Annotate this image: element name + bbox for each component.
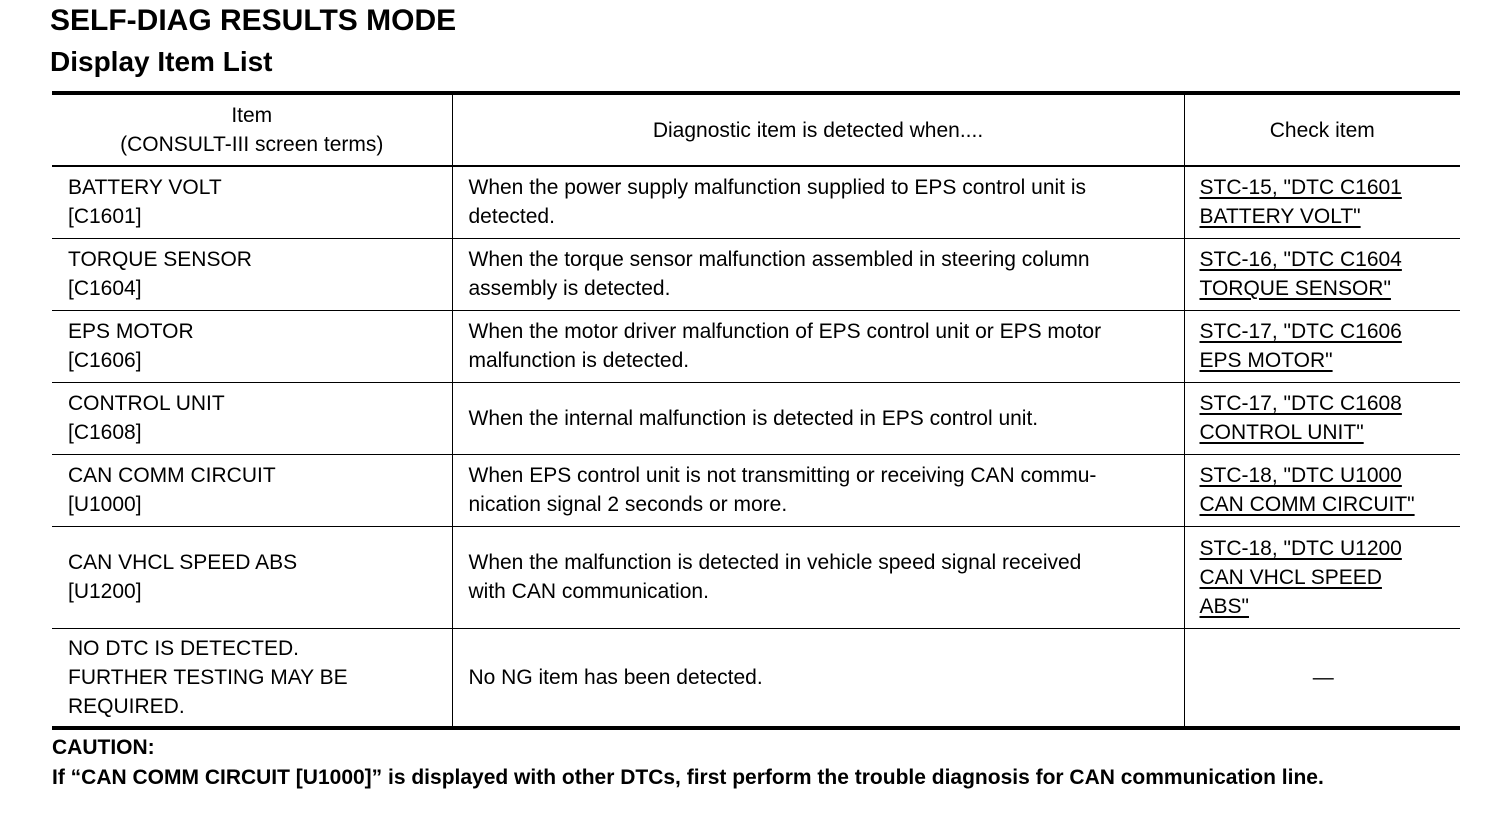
table-row [52,382,1460,454]
check-link-line: ABS" [1199,594,1249,618]
detected-text: When the malfunction is detected in vehicle speed signal received [468,551,1082,574]
detected-text: detected. [468,205,555,229]
detected-text: When the torque sensor malfunction assembled in steering column [468,248,1090,271]
item-header-line2: (CONSULT-III screen terms) [120,133,384,156]
check-link-line: CAN VHCL SPEED [1199,565,1382,589]
item-cell [52,382,452,454]
table-row [52,310,1460,382]
item-cell [52,166,452,238]
item-cell [52,454,452,526]
check-link-line: BATTERY VOLT" [1199,205,1361,229]
item-code: [C1601] [68,205,142,229]
item-name: CAN VHCL SPEED ABS [68,551,298,574]
page-title: SELF-DIAG RESULTS MODE [50,4,457,37]
check-link-line: TORQUE SENSOR" [1199,277,1391,300]
item-code: [U1000] [68,493,142,516]
check-link-line: EPS MOTOR" [1199,349,1333,372]
check-cell-none: — [1184,628,1460,728]
detected-cell [452,310,1184,382]
item-name: NO DTC IS DETECTED. [68,636,300,660]
detected-text: When the power supply malfunction supplied to EPS control unit is [468,176,1087,200]
check-item-link[interactable] [1200,534,1457,621]
item-code: [C1604] [68,277,142,300]
detected-cell [452,238,1184,310]
check-link-line: STC-16, "DTC C1604 [1199,248,1402,271]
item-name: TORQUE SENSOR [68,248,252,271]
display-item-table [52,91,1460,730]
table-row [52,526,1460,628]
item-header-line1: Item [231,104,273,127]
item-name: FURTHER TESTING MAY BE [68,665,348,689]
detected-cell [452,166,1184,238]
check-link-line: STC-17, "DTC C1606 [1199,320,1402,343]
detected-text: When EPS control unit is not transmitting or receiving CAN commu- [468,464,1097,487]
check-item-link[interactable] [1200,389,1457,447]
detected-text: No NG item has been detected. [468,665,763,689]
detected-text: When the internal malfunction is detected in EPS control unit. [468,406,1039,430]
item-code: [U1200] [68,580,142,603]
check-link-line: STC-18, "DTC U1200 [1199,536,1402,560]
item-code: [C1606] [68,349,142,372]
check-link-line: CONTROL UNIT" [1199,421,1364,444]
table-row [52,628,1460,728]
detected-text: When the motor driver malfunction of EPS control unit or EPS motor [468,320,1102,343]
check-cell [1184,166,1460,238]
item-cell [52,526,452,628]
check-cell [1184,238,1460,310]
item-column-header [52,93,452,166]
caution-text: If “CAN COMM CIRCUIT [U1000]” is displayed with other DTCs, first perform the trouble diagnosis for CAN communication line. [52,766,1324,789]
check-link-line: STC-18, "DTC U1000 [1199,464,1402,487]
table-row [52,454,1460,526]
check-item-link[interactable] [1200,173,1457,231]
item-name: REQUIRED. [68,694,185,718]
detected-text: with CAN communication. [468,580,709,603]
item-name: EPS MOTOR [68,320,194,343]
item-cell [52,238,452,310]
table-header-row [52,93,1460,166]
detected-cell [452,454,1184,526]
detected-text: nication signal 2 seconds or more. [468,493,788,516]
item-name: BATTERY VOLT [68,176,222,200]
check-column-header: Check item [1184,93,1460,166]
table-row [52,238,1460,310]
item-cell [52,628,452,728]
item-name: CAN COMM CIRCUIT [68,464,276,487]
check-item-link[interactable] [1200,245,1457,303]
detected-cell [452,382,1184,454]
item-name: CONTROL UNIT [68,392,225,415]
caution-label: CAUTION: [52,736,155,759]
detected-cell [452,628,1184,728]
detected-text: assembly is detected. [468,277,671,300]
item-cell [52,310,452,382]
check-item-link[interactable] [1200,461,1457,519]
detected-column-header: Diagnostic item is detected when.... [452,93,1184,166]
detected-cell [452,526,1184,628]
section-title: Display Item List [50,46,273,77]
check-link-line: CAN COMM CIRCUIT" [1199,493,1415,516]
check-link-line: STC-15, "DTC C1601 [1199,176,1402,200]
check-link-line: STC-17, "DTC C1608 [1199,392,1402,415]
check-item-link[interactable] [1200,317,1457,375]
item-code: [C1608] [68,421,142,444]
detected-text: malfunction is detected. [468,349,690,372]
check-cell [1184,382,1460,454]
check-cell [1184,526,1460,628]
check-cell [1184,454,1460,526]
table-row [52,166,1460,238]
caution-note [52,733,1458,793]
check-cell [1184,310,1460,382]
